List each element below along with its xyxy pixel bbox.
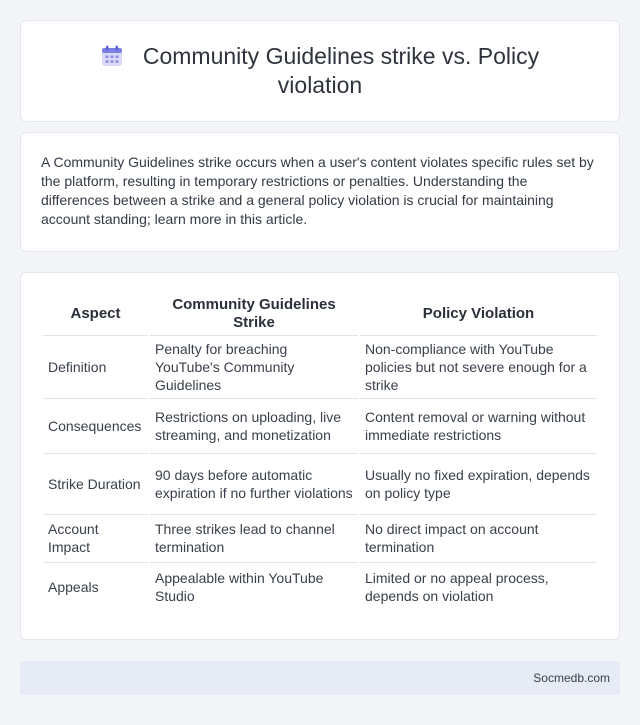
intro-card — [20, 132, 620, 252]
row-aspect: Consequences — [43, 398, 149, 453]
table-row — [43, 335, 597, 398]
footer — [20, 661, 620, 695]
row-aspect: Strike Duration — [43, 453, 149, 514]
row-strike: Three strikes lead to channel termination — [149, 514, 359, 562]
table-row — [43, 562, 597, 612]
table-row — [43, 453, 597, 514]
footer-brand-link[interactable]: Socmedb.com — [533, 671, 610, 685]
table-header-row — [43, 293, 597, 335]
row-strike: Restrictions on uploading, live streaming, and monetization — [149, 398, 359, 453]
row-violation: Non-compliance with YouTube policies but not severe enough for a strike — [359, 335, 597, 398]
table-row — [43, 514, 597, 562]
row-aspect: Account Impact — [43, 514, 149, 562]
page-title-text: Community Guidelines strike vs. Policy violation — [142, 43, 540, 98]
row-strike: 90 days before automatic expiration if no further violations — [149, 453, 359, 514]
row-violation: No direct impact on account termination — [359, 514, 597, 562]
row-violation: Usually no fixed expiration, depends on policy type — [359, 453, 597, 514]
row-aspect: Definition — [43, 335, 149, 398]
title-card — [20, 20, 620, 122]
intro-text: A Community Guidelines strike occurs when a user's content violates specific rules set by the platform, resulting in temporary restrictions or penalties. Understanding the differences between a strike and a general policy violation is crucial for maintaining account standing; learn more in this article. — [41, 154, 594, 227]
header-strike: Community Guidelines Strike — [149, 293, 359, 335]
header-aspect: Aspect — [43, 293, 149, 335]
row-violation: Limited or no appeal process, depends on violation — [359, 562, 597, 612]
row-violation: Content removal or warning without immediate restrictions — [359, 398, 597, 453]
comparison-table — [43, 293, 597, 612]
page-title — [61, 42, 579, 100]
row-strike: Appealable within YouTube Studio — [149, 562, 359, 612]
calendar-icon — [101, 45, 123, 67]
row-strike: Penalty for breaching YouTube's Community Guidelines — [149, 335, 359, 398]
header-violation: Policy Violation — [359, 293, 597, 335]
table-card — [20, 272, 620, 640]
table-row — [43, 398, 597, 453]
row-aspect: Appeals — [48, 579, 99, 596]
